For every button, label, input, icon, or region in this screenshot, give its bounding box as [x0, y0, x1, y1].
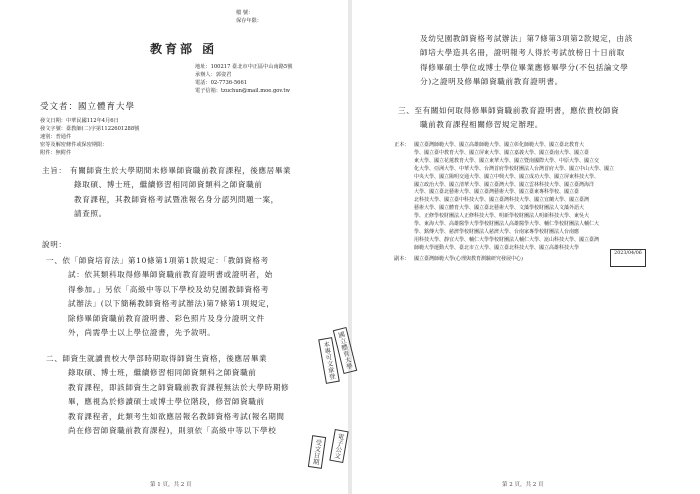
item-line: 畢，應視為於修讀碩士或博士學位階段，修習師資職前 [68, 397, 265, 407]
cc-line: 東大學、國立花蓮教育大學、國立東華大學、國立暨南國際大學、中原大學、國立交 [414, 157, 600, 164]
contact-email: 電子信箱：tzuchun@mail.moe.gov.tw [195, 88, 290, 94]
item-line: 除修畢師資職前教育證明書、彩色照片及身分證明文件 [68, 313, 265, 323]
letter-title: 教育部 函 [150, 42, 218, 56]
page-footer: 第 1 頁，共 2 頁 [150, 482, 192, 488]
item-line: 得參加。」另依「高級中等以下學校及幼兒園教師資格考 [68, 284, 270, 294]
subject-line: 教育課程，其教師資格考試暨准報名身分認列問題一案， [74, 194, 279, 204]
file-no-label: 檔 號： [236, 10, 254, 16]
cc-line: 化大學、亞洲大學、中華大學、台灣首府學校財團法人台灣首府大學、國立中山大學、國立 [414, 165, 615, 172]
item-line: 教育課程者，此類考生如欲應居報名教師資格考試(報名期間 [68, 411, 285, 421]
explanation-item-2 [46, 352, 289, 438]
recipient: 受文者：國立體育大學 [40, 102, 136, 112]
item-2-continued [420, 32, 633, 90]
subject-line: 有關師資生於大學期間未修畢師資職前教育課程，後應居畢業 [70, 166, 292, 175]
cc-line: 國立臺灣師範大學、國立高雄師範大學、國立彰化師範大學、國立臺北教育大 [414, 142, 585, 148]
page-footer: 第 2 頁，共 2 頁 [502, 482, 544, 488]
explanation-item-3 [398, 104, 619, 133]
retention-label: 保存年限： [236, 18, 262, 24]
institution-stamp: 國立體育大學 [333, 327, 357, 374]
cc-line: 藝術大學、國立體育大學、國立臺北藝術大學、文藻學校財團法人文藻外語大 [414, 205, 585, 212]
item-line: 分)之證明及修畢師資職前教育證明書。 [420, 77, 563, 87]
item-line: 二、師資生就讀貴校大學部時期取得師資生資格，後應居畢業 [46, 354, 268, 363]
receipt-stamp: 本專可文章登 [318, 337, 340, 384]
item-line: 試辦法」(以下簡稱教師資格考試辦法)第7條第1項規定， [68, 299, 275, 309]
item-line: 尚在修習師資職前教育課程)，則須依「高級中等以下學校 [68, 426, 277, 436]
subject-line: 請查照。 [74, 209, 107, 219]
item-line: 職前教育課程相關修習規定辦理。 [420, 120, 543, 130]
cc-label: 正本： [394, 142, 410, 148]
subject-block [70, 164, 291, 222]
cc-line: 大學、國立臺北藝術大學、國立臺灣藝術大學、國立臺東專科學校、國立臺 [414, 189, 580, 196]
date-seal [610, 249, 646, 267]
cc-line: 國立政治大學、國立清華大學、國立臺灣大學、國立雲林科技大學、國立臺灣海洋 [414, 181, 595, 188]
copy-label: 副本： [394, 256, 410, 262]
receipt-date-stamp: 受文日期 [308, 435, 326, 469]
document-page-1 [0, 0, 348, 494]
item-line: 一、依「師資培育法」第10條第1項第1款規定：「教師資格考 [46, 256, 269, 265]
cc-line: 師範大學運動大學、臺北市立大學、國立臺北科技大學、國立高雄科技大學 [414, 244, 580, 251]
item-line: 三、至有關如何取得修畢師資職前教育證明書，應依貴校師資 [398, 106, 620, 115]
document-page-2 [332, 0, 700, 494]
sender-address: 地址：100217 臺北市中正區中山南路5號 [195, 64, 293, 70]
speed-class: 速別：普通件 [40, 134, 72, 140]
explanation-item-1 [46, 254, 274, 340]
subject-line: 錄取碩、博士班，繼續修習相同師資類科之師資職前 [74, 180, 263, 190]
item-line: 外，尚需學士以上學位證書，先予敘明。 [68, 328, 216, 338]
cc-line: 學、東海大學、高雄醫學大學學校財團法人高雄醫學大學、輔仁學校財團法人輔仁大 [414, 221, 600, 228]
issue-date: 發文日期：中華民國112年4月6日 [40, 118, 119, 124]
item-line: 得修畢碩士學位或博士學位畢業應修畢學分(不包括論文學 [420, 62, 629, 72]
security-level: 密等及解密條件或保密期限： [40, 142, 108, 148]
item-line: 錄取碩、博士班，繼續修習相同師資類科之師資職前 [68, 368, 257, 378]
contact-phone: 電話：02-7736-5661 [195, 80, 248, 86]
item-line: 及幼兒園教師資格考試辦法」第7條第3項第2款規定，由該 [420, 34, 633, 43]
cc-line: 用科技大學、靜宜大學、輔仁大學學校財團法人輔仁大學、崑山科技大學、國立臺灣 [414, 236, 600, 243]
cc-line: 北科技大學、國立臺中科技大學、國立臺灣科技大學、國立宜蘭大學、國立臺灣 [414, 197, 590, 204]
attachments: 附件：無附件 [40, 150, 72, 156]
item-line: 試：依其類科取得修畢師資職前教育證明書或證明者，始 [68, 270, 273, 280]
item-line: 教育課程，即該師資生之師資職前教育課程無法於大學時期修 [68, 382, 290, 392]
e-document-stamp: 電子公文 [329, 429, 348, 463]
cc-list [414, 142, 614, 253]
cc-line: 學、銘傳大學、慈濟學校財團法人慈濟大學、台南家專學校財團法人台南應 [414, 228, 580, 235]
document-number: 發文字號：臺教師(二)字第1122601288號 [40, 126, 140, 132]
cc-line: 中央大學、國立陽明交通大學、國立中興大學、國立成功大學、國立屏東科技大學、 [414, 173, 600, 180]
date-seal-text: 2023/04/06 [614, 251, 642, 256]
explanation-label: 說明： [42, 240, 67, 249]
copy-recipient: 國立臺灣師範大學(心理與教育測驗研究發展中心) [414, 256, 523, 262]
contact-person: 承辦人：郭姿君 [195, 72, 232, 78]
subject-label: 主旨： [42, 166, 67, 175]
cc-line: 學、國立臺中教育大學、國立屏東大學、國立嘉義大學、國立臺南大學、國立臺 [414, 149, 590, 156]
item-line: 師培大學造具名冊，證明報考人得於考試放榜日十日前取 [420, 48, 625, 58]
cc-line: 學、正修學校財團法人正修科技大學、明新學校財團法人明新科技大學、東吳大 [414, 213, 590, 220]
